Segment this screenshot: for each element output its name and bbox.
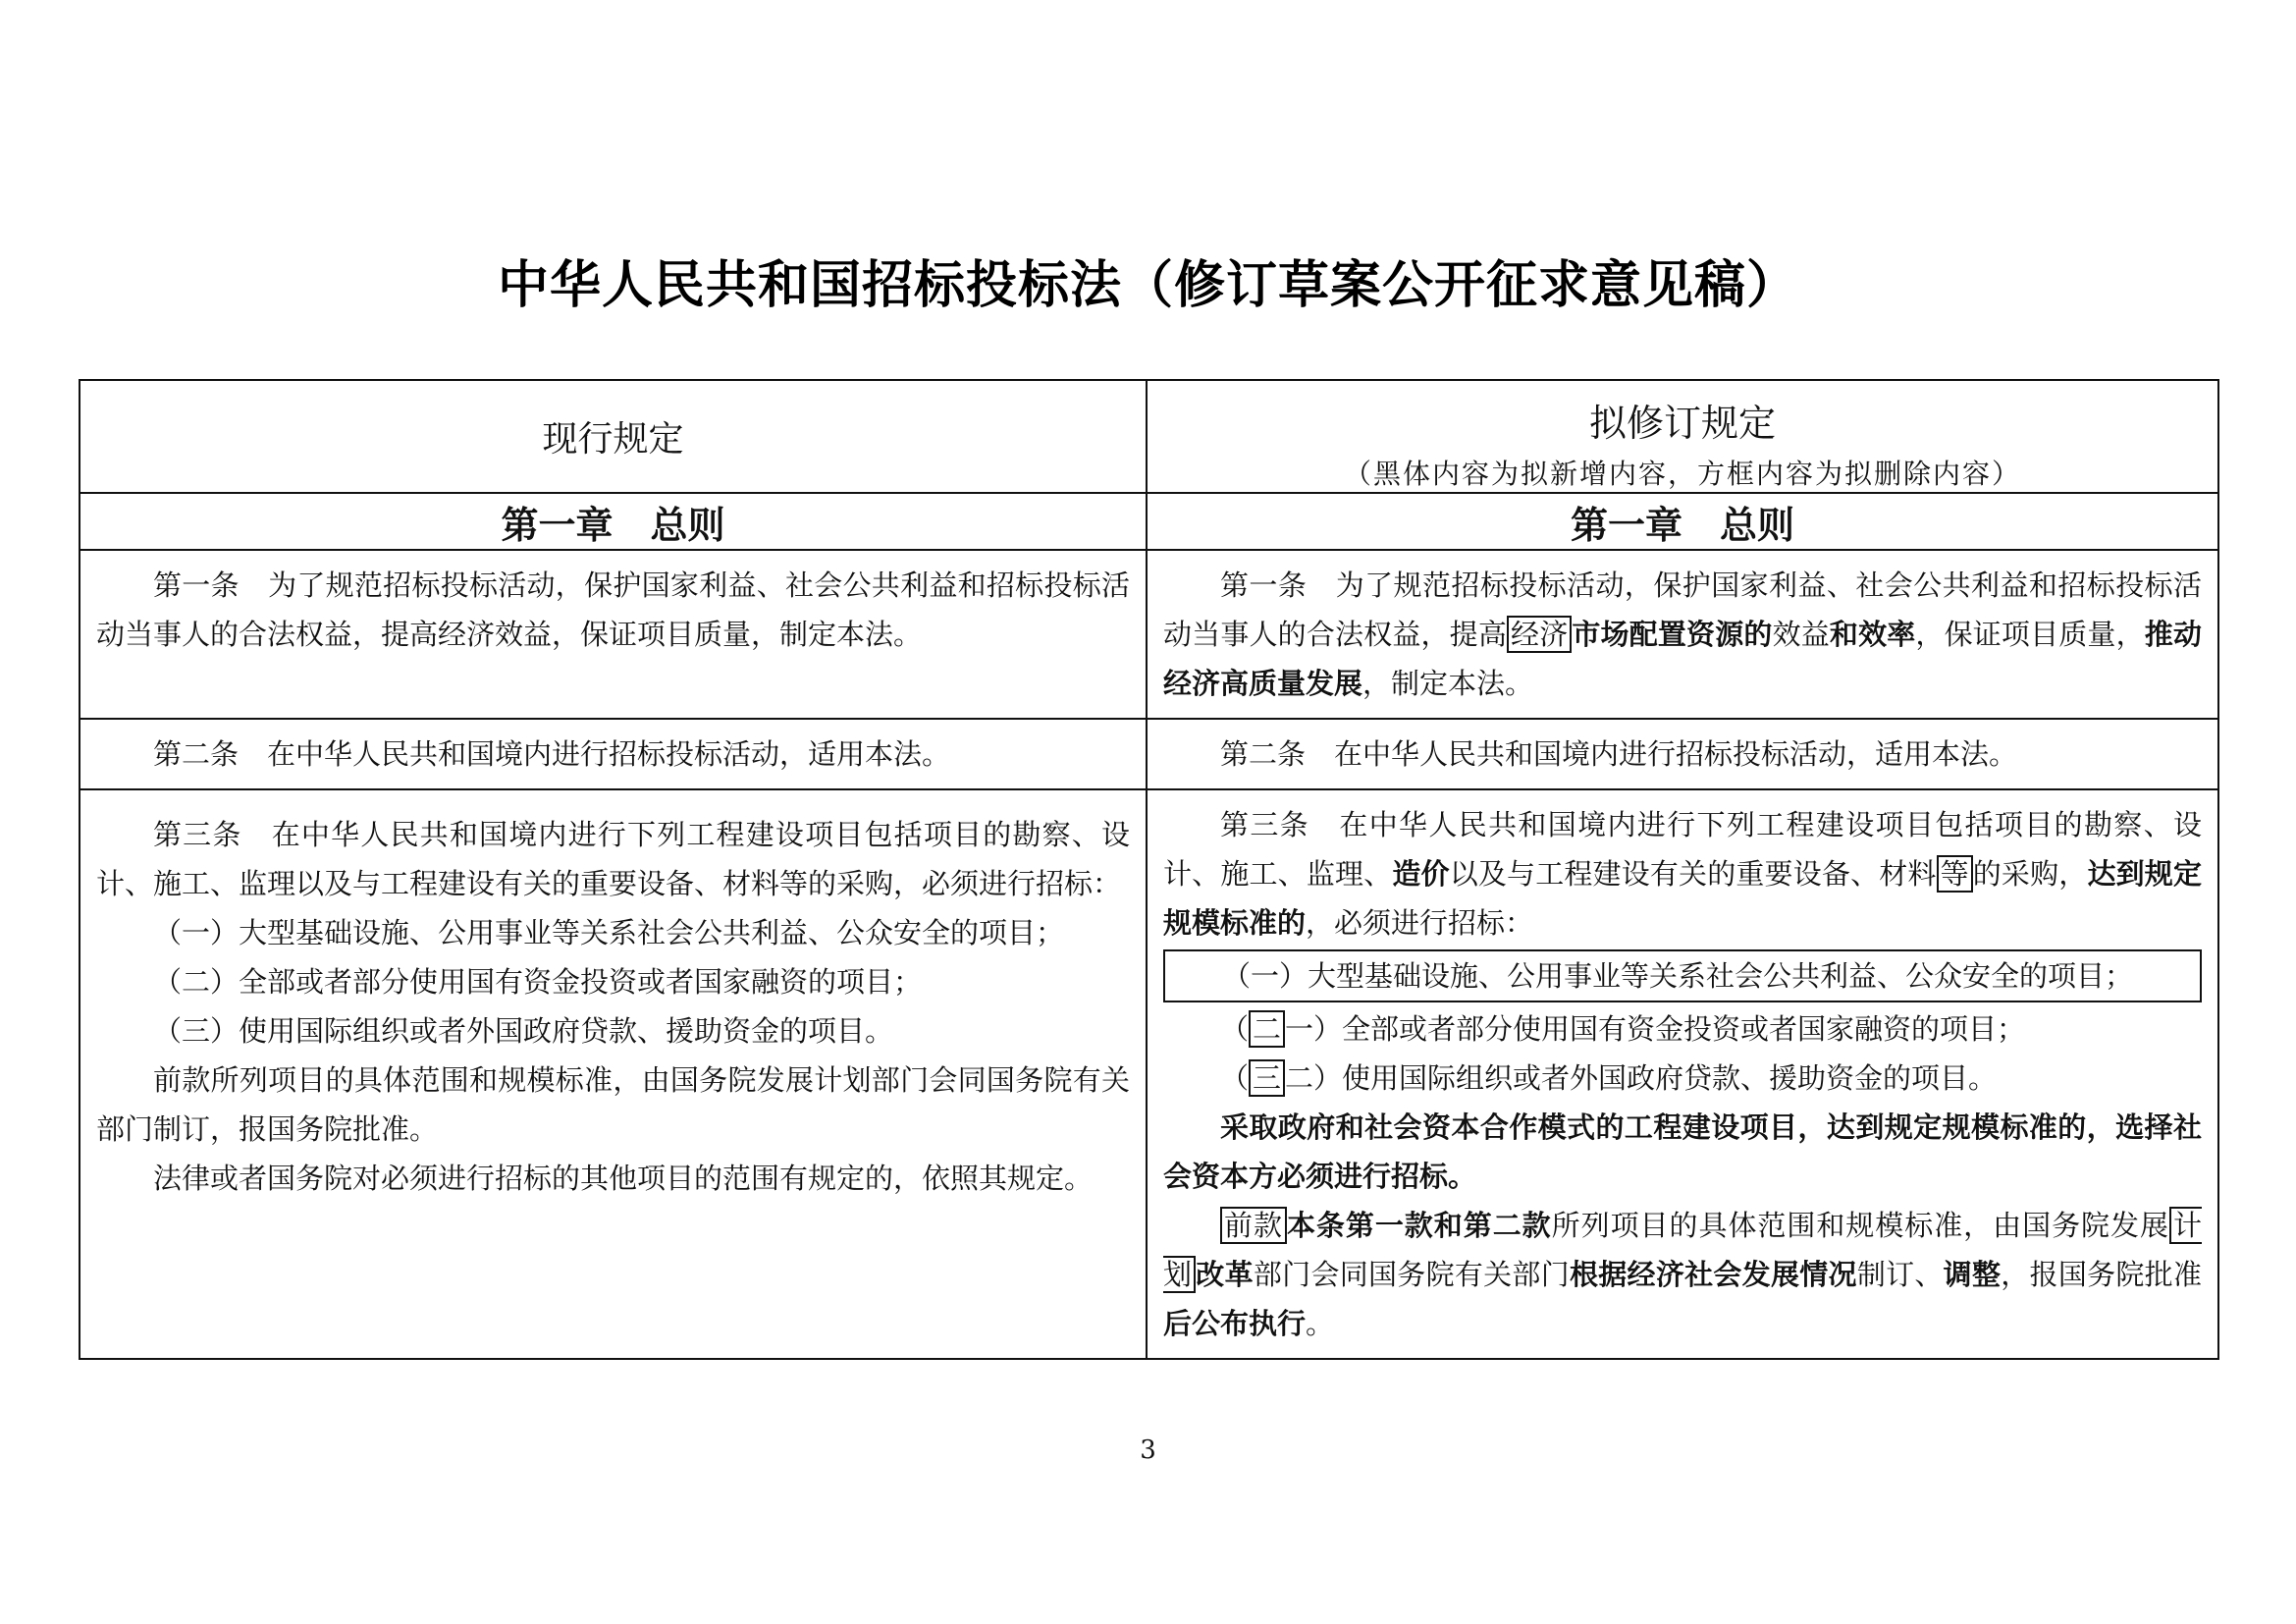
added-text: 后公布执行 <box>1163 1307 1307 1340</box>
added-text: 调整 <box>1943 1258 2002 1291</box>
header-revised <box>1147 380 2218 493</box>
comparison-table <box>79 379 2219 1360</box>
deleted-text: 经济 <box>1507 616 1572 653</box>
article-3-current-para-3: 法律或者国务院对必须进行招标的其他项目的范围有规定的，依照其规定。 <box>153 1162 1094 1195</box>
added-text: 推动经济高质量发展 <box>1163 618 2202 700</box>
added-text: 本条第一款和第二款 <box>1286 1209 1552 1242</box>
article-2-revised <box>1147 719 2218 789</box>
article-1-revised <box>1147 550 2218 719</box>
chapter-heading-revised: 第一章 总则 <box>1147 493 2218 550</box>
article-3-revised-ppp-para: 采取政府和社会资本合作模式的工程建设项目，达到规定规模标准的，选择社会资本方必须进行招标。 <box>1163 1110 2202 1193</box>
article-3-revised <box>1147 789 2218 1359</box>
article-3-revised-item-2: （ 三 二）使用国际组织或者外国政府贷款、援助资金的项目。 <box>1220 1061 1998 1095</box>
article-3-current <box>80 789 1147 1359</box>
deleted-text: 前款 <box>1220 1207 1287 1244</box>
added-text: 根据经济社会发展情况 <box>1569 1258 1857 1291</box>
article-2-revised-text: 第二条 在中华人民共和国境内进行招标投标活动，适用本法。 <box>1220 737 2018 771</box>
deleted-text: 等 <box>1937 855 1973 893</box>
article-2-current <box>80 719 1147 789</box>
article-3-revised-last-para: 前款 本条第一款和第二款所列项目的具体范围和规模标准，由国务院发展 计划 改革部门会同国务院有关部门根据经济社会发展情况制订、调整，报国务院批准后公布执行。 <box>1163 1209 2202 1340</box>
deleted-text: 计划 <box>1163 1209 2202 1291</box>
deleted-text: 二 <box>1249 1010 1285 1048</box>
header-revised-note: （黑体内容为拟新增内容，方框内容为拟删除内容） <box>1343 458 2021 490</box>
article-3-revised-text: 第三条 在中华人民共和国境内进行下列工程建设项目包括项目的勘察、设计、施工、监理、造价以及与工程建设有关的重要设备、材料 等 的采购，达到规定规模标准的，必须进行招标： <box>1163 808 2202 940</box>
article-3-revised-item-1: （ 二 一）全部或者部分使用国有资金投资或者国家融资的项目； <box>1220 1012 2026 1046</box>
added-text: 改革 <box>1196 1258 1254 1291</box>
header-current <box>80 380 1147 493</box>
article-3-current-item-1: （一）大型基础设施、公用事业等关系社会公共利益、公众安全的项目； <box>153 916 1065 949</box>
article-3-current-item-3: （三）使用国际组织或者外国政府贷款、援助资金的项目。 <box>153 1014 894 1048</box>
article-3-current-item-2: （二）全部或者部分使用国有资金投资或者国家融资的项目； <box>153 965 923 999</box>
article-3-current-para-2: 前款所列项目的具体范围和规模标准，由国务院发展计划部门会同国务院有关部门制订，报国务院批准。 <box>96 1063 1130 1146</box>
article-1-revised-text: 第一条 为了规范招标投标活动，保护国家利益、社会公共利益和招标投标活动当事人的合法权益，提高 经济 市场配置资源的效益和效率，保证项目质量，推动经济高质量发展，制定本法。 <box>1163 568 2202 700</box>
page-number: 3 <box>1140 1435 1156 1465</box>
article-2-current-text: 第二条 在中华人民共和国境内进行招标投标活动，适用本法。 <box>153 737 951 771</box>
header-current-label: 现行规定 <box>542 419 684 460</box>
header-revised-label: 拟修订规定 <box>1588 402 1776 445</box>
added-text: 市场配置资源的 <box>1572 618 1773 651</box>
deleted-text: 三 <box>1249 1059 1285 1097</box>
chapter-heading-current: 第一章 总则 <box>80 493 1147 550</box>
added-text: 和效率 <box>1829 618 1916 651</box>
added-text: 造价 <box>1392 857 1450 891</box>
article-3-current-text: 第三条 在中华人民共和国境内进行下列工程建设项目包括项目的勘察、设计、施工、监理以及与工程建设有关的重要设备、材料等的采购，必须进行招标： <box>96 818 1130 900</box>
article-1-current-text: 第一条 为了规范招标投标活动，保护国家利益、社会公共利益和招标投标活动当事人的合法权益，提高经济效益，保证项目质量，制定本法。 <box>96 568 1130 651</box>
article-1-current <box>80 550 1147 719</box>
article-3-revised-deleted-item: （一）大型基础设施、公用事业等关系社会公共利益、公众安全的项目； <box>1163 949 2202 1002</box>
document-title: 中华人民共和国招标投标法（修订草案公开征求意见稿） <box>497 256 1798 315</box>
added-text: 达到规定规模标准的 <box>1163 857 2202 940</box>
